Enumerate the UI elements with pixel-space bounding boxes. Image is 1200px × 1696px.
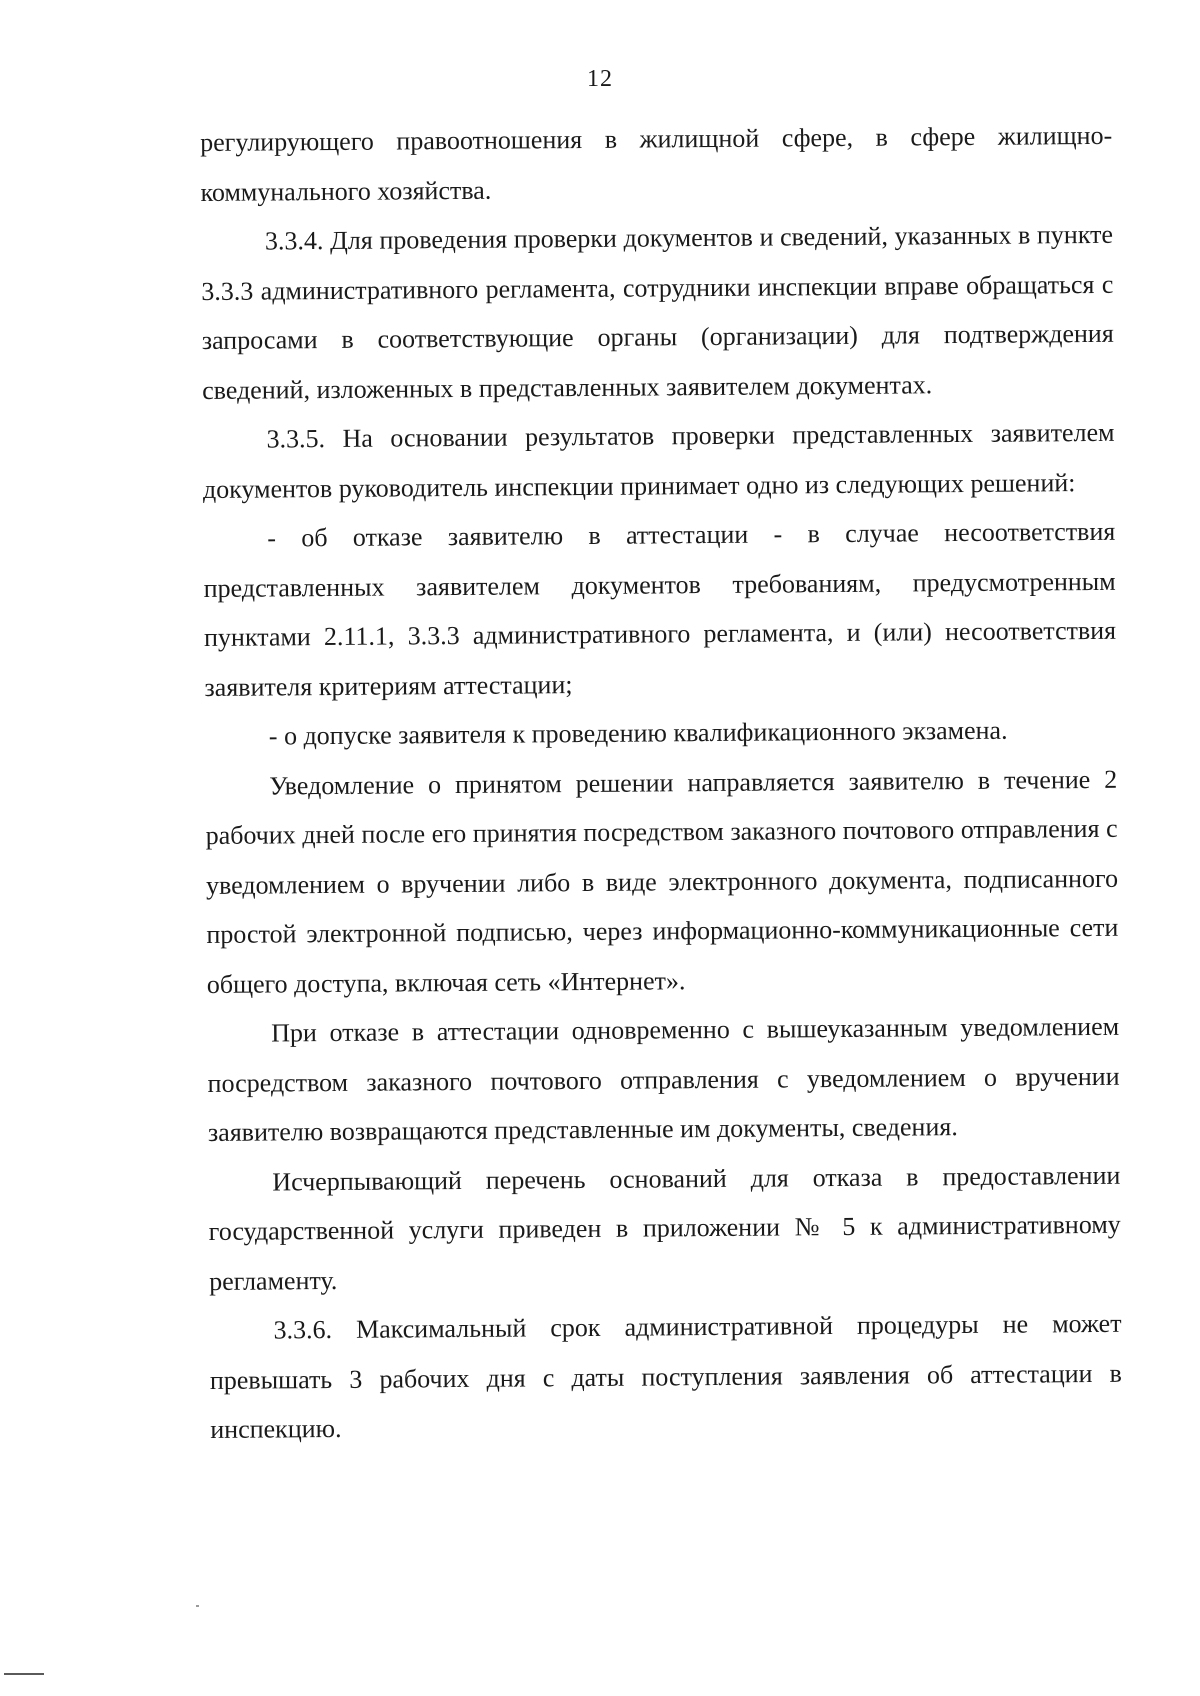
paragraph-3-3-6: 3.3.6. Максимальный срок административной процедуры не может превышать 3 рабочих дня с даты поступления заявления об аттестации в инспекцию. — [209, 1308, 1122, 1444]
scan-edge-mark — [4, 1673, 44, 1675]
paragraph-notification: Уведомление о принятом решении направляется заявителю в течение 2 рабочих дней после его принятия посредством заказного почтового отправления с уведомлением о вручении либо в виде электронного документа, подписанного простой электронной подписью, через информационно-коммуникационные сети общего доступа, включая сеть «Интернет». — [205, 764, 1119, 999]
list-item-refusal: - об отказе заявителю в аттестации - в случае несоответствия представленных заявителем документов требованиям, предусмотренным пунктами 2.11.1, 3.3.3 административного регламента, и (или) несоответствия заявителя критериям аттестации; — [203, 516, 1117, 702]
paragraph-grounds-list: Исчерпывающий перечень оснований для отказа в предоставлении государственной услуги приведен в приложении № 5 к административному регламенту. — [208, 1160, 1121, 1296]
list-item-admission: - о допуске заявителя к проведению квалификационного экзамена. — [268, 715, 1008, 751]
paragraph-3-3-4: 3.3.4. Для проведения проверки документов и сведений, указанных в пункте 3.3.3 административного регламента, сотрудники инспекции вправе обращаться с запросами в соответствующие органы (организации) для подтверждения сведений, изложенных в представленных заявителем документах. — [201, 219, 1114, 405]
page-number: 12 — [587, 66, 613, 92]
paragraph-continuation: регулирующего правоотношения в жилищной сфере, в сфере жилищно-коммунального хозяйства. — [200, 120, 1113, 207]
paragraph-3-3-5: 3.3.5. На основании результатов проверки представленных заявителем документов руководитель инспекции принимает одно из следующих решений: — [202, 417, 1115, 504]
paragraph-refusal-return: При отказе в аттестации одновременно с вышеуказанным уведомлением посредством заказного почтового отправления с уведомлением о вручении заявителю возвращаются представленные им документы, сведения. — [207, 1011, 1120, 1147]
document-body — [200, 111, 1122, 1455]
scan-speck — [196, 1605, 199, 1607]
